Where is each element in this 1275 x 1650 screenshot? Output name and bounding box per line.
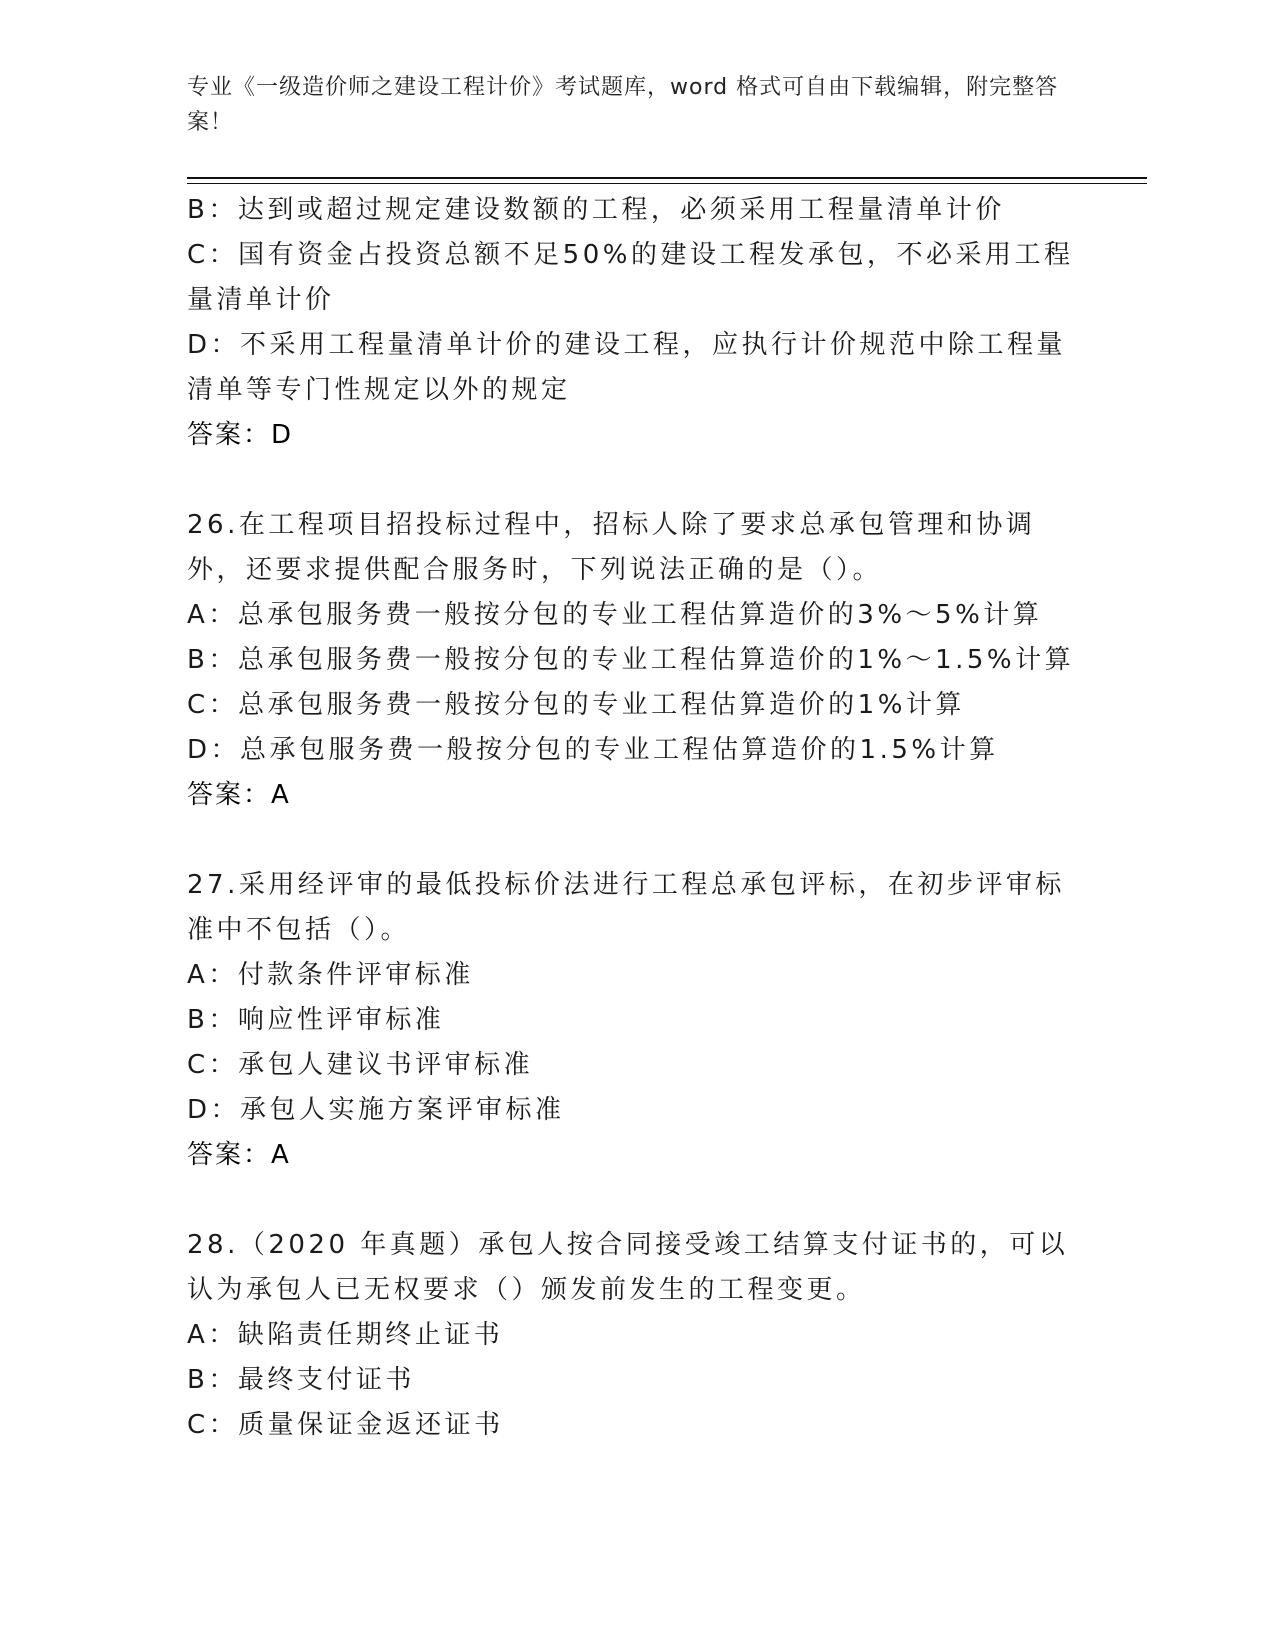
option-d: D：不采用工程量清单计价的建设工程，应执行计价规范中除工程量清单等专门性规定以外的规定	[187, 330, 1067, 405]
option-b: B：响应性评审标准	[187, 1005, 445, 1035]
document-body	[187, 188, 1077, 1448]
question-25-continued	[187, 188, 1077, 458]
option-b: B：达到或超过规定建设数额的工程，必须采用工程量清单计价	[187, 195, 1005, 225]
option-c: C：总承包服务费一般按分包的专业工程估算造价的1%计算	[187, 690, 965, 720]
header-divider-thick	[187, 177, 1147, 179]
answer: 答案：A	[187, 780, 291, 810]
option-a: A：付款条件评审标准	[187, 960, 474, 990]
option-a: A：缺陷责任期终止证书	[187, 1320, 504, 1350]
question-28	[187, 1223, 1077, 1448]
question-26	[187, 503, 1077, 818]
option-c: C：承包人建议书评审标准	[187, 1050, 534, 1080]
question-stem: 28.（2020 年真题）承包人按合同接受竣工结算支付证书的，可以认为承包人已无权要求（）颁发前发生的工程变更。	[187, 1230, 1069, 1305]
option-b: B：总承包服务费一般按分包的专业工程估算造价的1%～1.5%计算	[187, 645, 1075, 675]
question-stem: 27.采用经评审的最低投标价法进行工程总承包评标，在初步评审标准中不包括（）。	[187, 870, 1065, 945]
question-stem: 26.在工程项目招投标过程中，招标人除了要求总承包管理和协调外，还要求提供配合服务时，下列说法正确的是（）。	[187, 510, 1036, 585]
option-d: D：承包人实施方案评审标准	[187, 1095, 565, 1125]
question-27	[187, 863, 1077, 1178]
answer: 答案：D	[187, 420, 294, 450]
answer: 答案：A	[187, 1140, 291, 1170]
document-header: 专业《一级造价师之建设工程计价》考试题库，word 格式可自由下载编辑，附完整答案！	[187, 75, 1059, 135]
option-b: B：最终支付证书	[187, 1365, 415, 1395]
option-d: D：总承包服务费一般按分包的专业工程估算造价的1.5%计算	[187, 735, 999, 765]
option-c: C：国有资金占投资总额不足50%的建设工程发承包，不必采用工程量清单计价	[187, 240, 1074, 315]
option-a: A：总承包服务费一般按分包的专业工程估算造价的3%～5%计算	[187, 600, 1043, 630]
option-c: C：质量保证金返还证书	[187, 1410, 504, 1440]
header-divider-thin	[187, 183, 1147, 184]
